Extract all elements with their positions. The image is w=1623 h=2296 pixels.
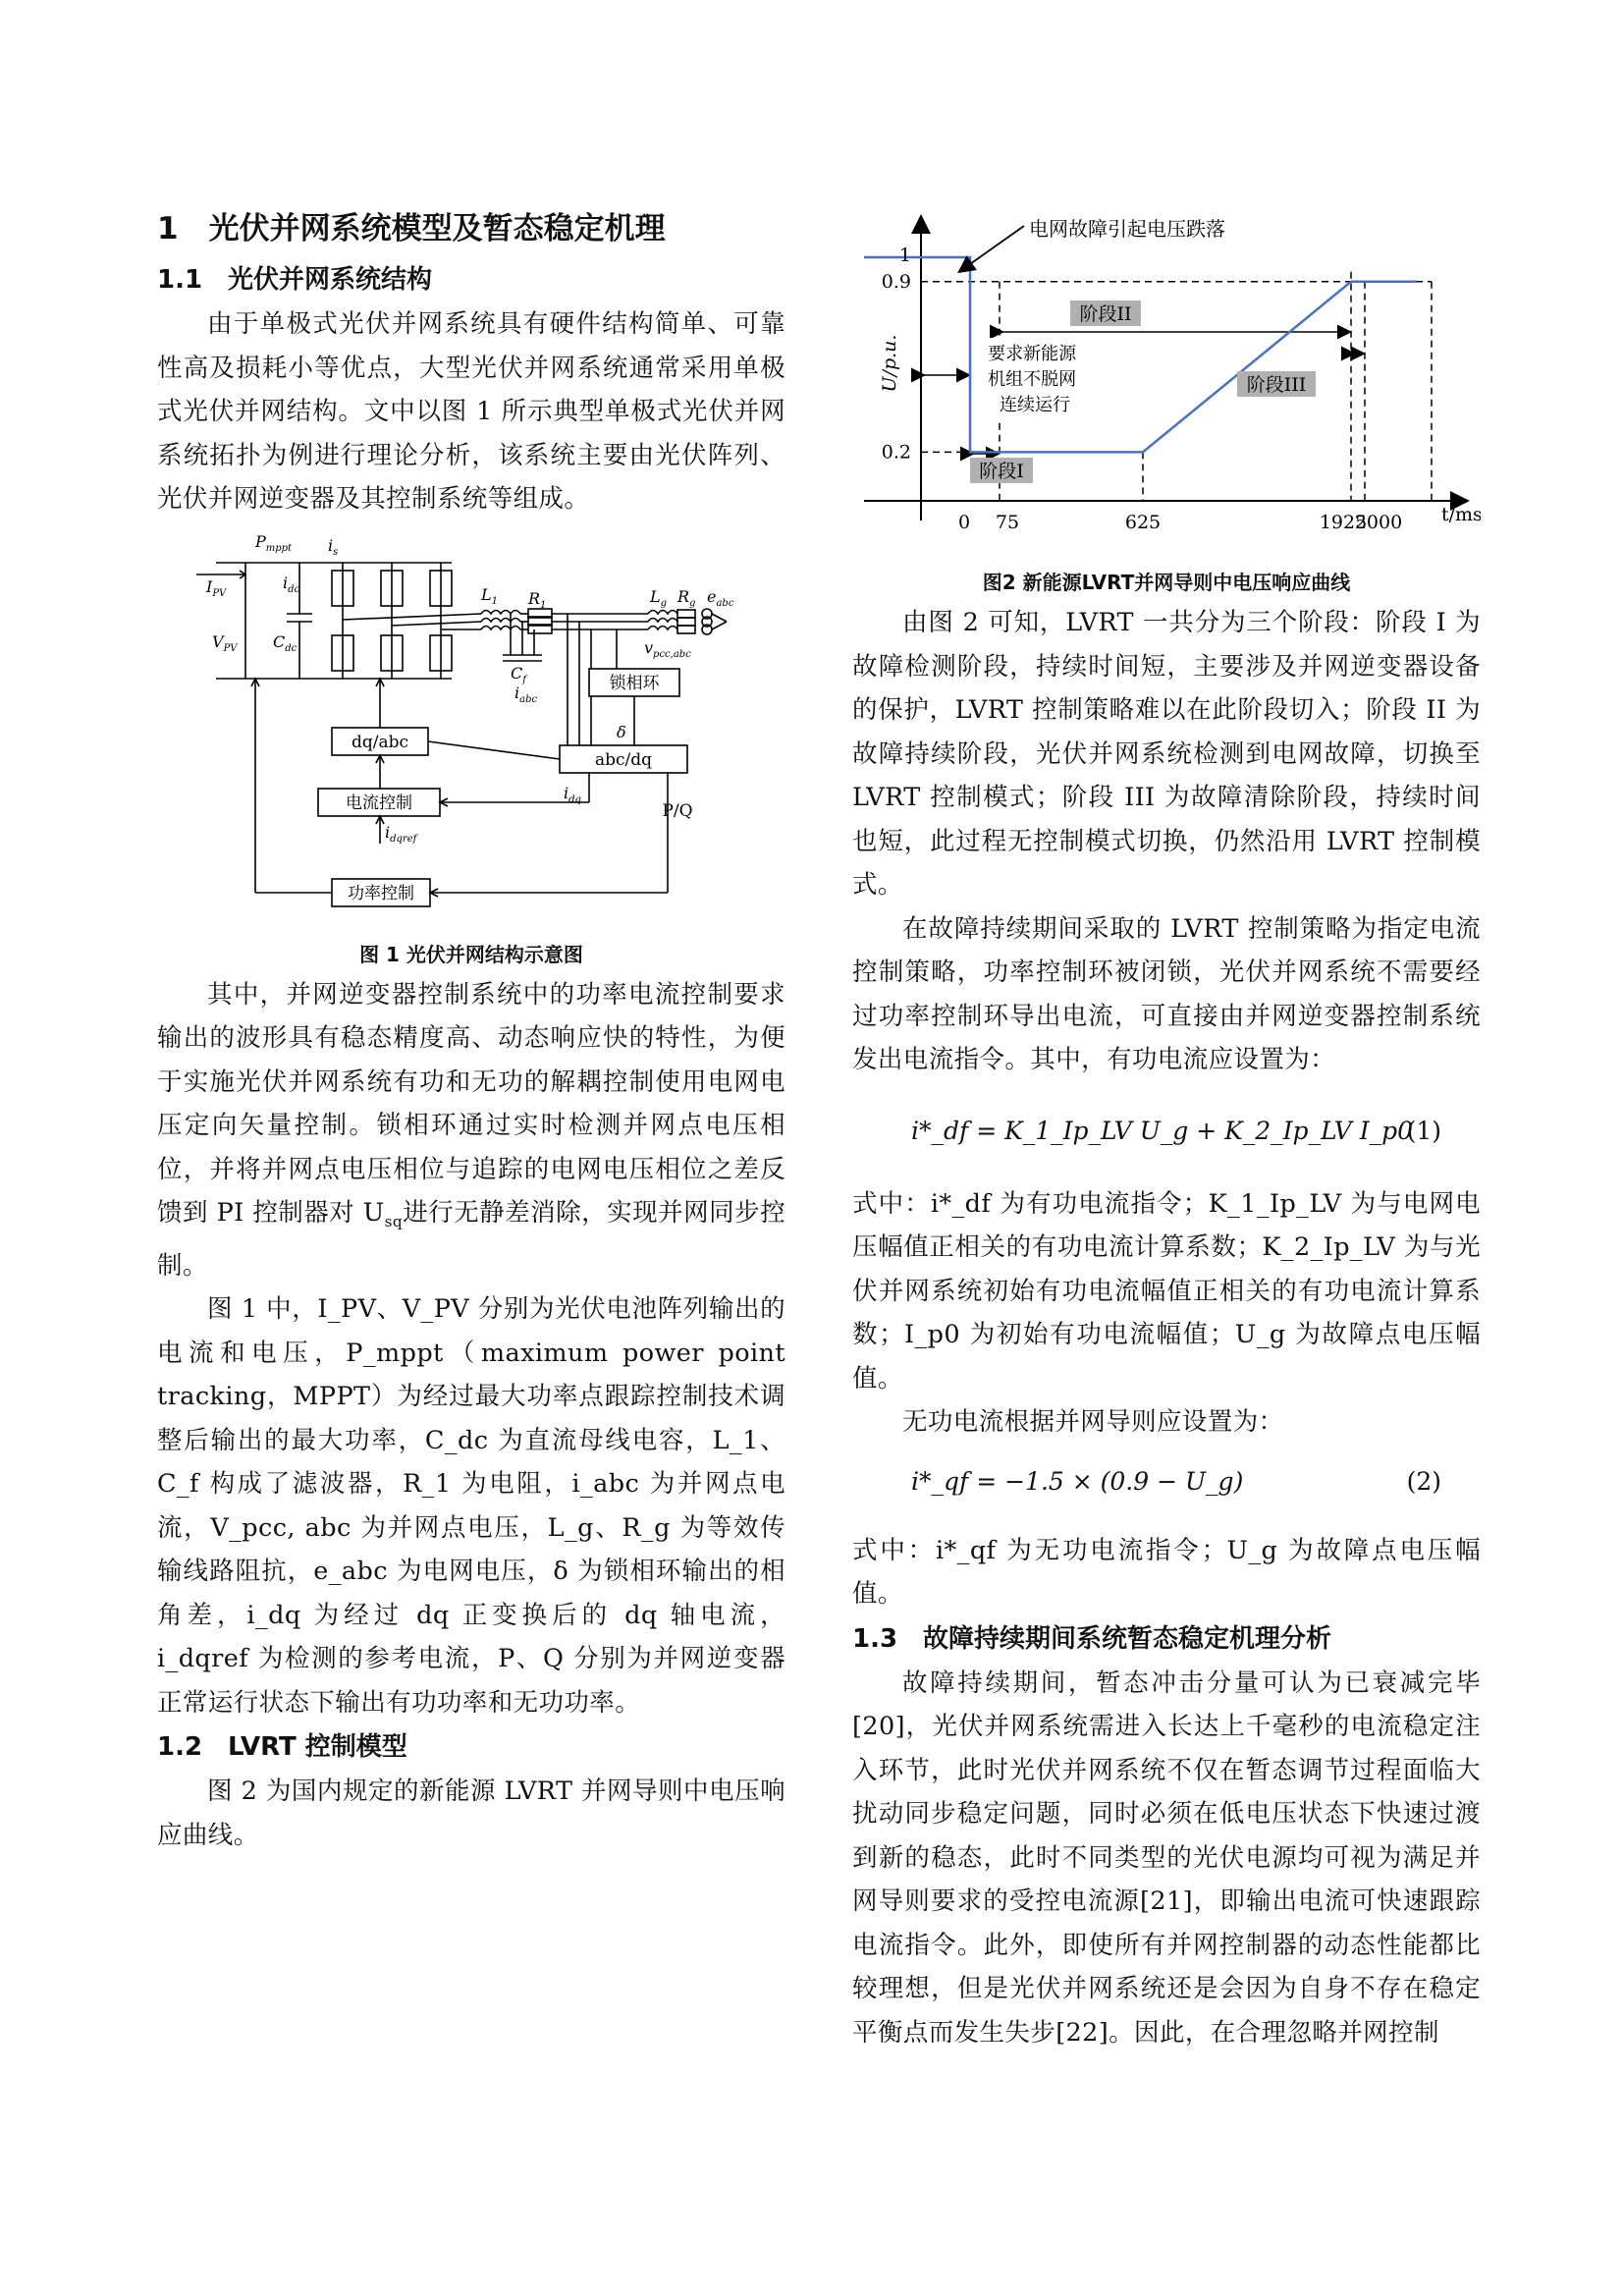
abcdq-label: abc/dq — [594, 749, 653, 770]
paragraph-3: 图 1 中，I_PV、V_PV 分别为光伏电池阵列输出的电流和电压，P_mppt（maximum power point tracking，MPPT）为经过最大功率点跟踪控制技术调整后输出的最大功率，C_dc 为直流母线电容，L_1、C_f 构成了滤波器，R_1 为电阻，i_abc 为并网点电流，V_pcc, abc 为并网点电压，L_g、R_g 为等效传输线路阻抗，e_abc 为电网电压，δ 为锁相环输出的相角差，i_dq 为经过 dq 正变换后的 dq 轴电流，i_dqref 为检测的参考电流，P、Q 分别为并网逆变器正常运行状态下输出有功功率和无功功率。 — [157, 1294, 785, 1718]
figure-2-chart — [852, 206, 1481, 560]
subsection-title-1-1: 1.1 光伏并网系统结构 — [157, 265, 433, 295]
subsection-title-1-2: 1.2 LVRT 控制模型 — [157, 1732, 407, 1763]
figure-2-caption: 图2 新能源LVRT并网导则中电压响应曲线 — [982, 571, 1351, 594]
dqabc-label: dq/abc — [351, 732, 409, 752]
x-tick-label: 75 — [995, 512, 1020, 533]
figure-1 — [157, 531, 785, 932]
paragraph-6: 在故障持续期间采取的 LVRT 控制策略为指定电流控制策略，功率控制环被闭锁，光伏并网系统不需要经过功率控制环导出电流，可直接由并网逆变器控制系统发出电流指令。其中，有功电流应设置为： — [852, 913, 1481, 1074]
label-rg: $R_g$ — [677, 586, 696, 609]
paragraph-2: 其中，并网逆变器控制系统中的功率电流控制要求输出的波形具有稳态精度高、动态响应快的特性，为便于实施光伏并网系统有功和无功的解耦控制使用电网电压定向矢量控制。锁相环通过实时检测并网点电压相位，并将并网点电压相位与追踪的电网电压相位之差反馈到 PI 控制器对 $U_{sq}$进行无静差消除，实现并网同步控制。 — [157, 979, 785, 1281]
label-idqref: $i_{dqref}$ — [385, 822, 417, 845]
label-idq: $i_{dq}$ — [564, 783, 581, 805]
paragraph-8: 无功电流根据并网导则应设置为： — [902, 1407, 1284, 1437]
y-tick-label: 0.2 — [881, 441, 911, 464]
figure-2 — [852, 206, 1481, 560]
label-l1: $L_1$ — [481, 584, 498, 607]
pq-label: P/Q — [662, 800, 693, 821]
y-axis-label: U/p.u. — [879, 334, 900, 393]
paragraph-4: 图 2 为国内规定的新能源 LVRT 并网导则中电压响应曲线。 — [157, 1777, 785, 1850]
label-is: $i_s$ — [328, 535, 339, 558]
section-title: 1 光伏并网系统模型及暂态稳定机理 — [157, 211, 666, 246]
label-delta: δ — [617, 722, 626, 741]
equation-1-expression: i*_df = K_1_Ip_LV U_g + K_2_Ip_LV I_p0 — [911, 1116, 1413, 1145]
paragraph-1: 由于单极式光伏并网系统具有硬件结构简单、可靠性高及损耗小等优点，大型光伏并网系统通常采用单极式光伏并网结构。文中以图 1 所示典型单极式光伏并网系统拓扑为例进行理论分析，该系统主要由光伏阵列、光伏并网逆变器及其控制系统等组成。 — [157, 309, 785, 514]
left-column — [157, 206, 785, 1857]
label-pmppt: $P_{mppt}$ — [255, 531, 293, 554]
y-tick-label: 1 — [898, 245, 911, 266]
power-control-label: 功率控制 — [348, 883, 414, 903]
requirement-text: 要求新能源 机组不脱网 连续运行 — [988, 344, 1077, 415]
label-cf: $C_f$ — [511, 663, 526, 685]
stage3-label: 阶段III — [1246, 374, 1307, 396]
equation-2-number: (2) — [1406, 1466, 1441, 1496]
stage1-label: 阶段I — [979, 461, 1024, 482]
paragraph-5: 由图 2 可知，LVRT 一共分为三个阶段：阶段 I 为故障检测阶段，持续时间短，主要涉及并网逆变器设备的保护，LVRT 控制策略难以在此阶段切入；阶段 II 为故障持续阶段，光伏并网系统检测到电网故障，切换至 LVRT 控制模式；阶段 III 为故障清除阶段，持续时间也短，此过程无控制模式切换，仍然沿用 LVRT 控制模式。 — [852, 608, 1481, 900]
x-tick-label: 625 — [1124, 512, 1162, 533]
equation-1-number: (1) — [1406, 1116, 1441, 1145]
label-vpv: $V_{PV}$ — [212, 631, 238, 654]
x-tick-label: 0 — [957, 512, 971, 533]
x-tick-label: 2000 — [1354, 512, 1403, 533]
label-cdc: $C_{dc}$ — [273, 631, 298, 654]
label-ipv: $I_{PV}$ — [206, 576, 227, 599]
annotation-arrow — [960, 226, 1024, 271]
figure-1-caption: 图 1 光伏并网结构示意图 — [359, 942, 583, 966]
annotation-text: 电网故障引起电压跌落 — [1029, 217, 1225, 241]
x-tick-label: 1925 — [1319, 512, 1368, 533]
right-column — [852, 206, 1481, 2054]
x-axis-label: t/ms — [1441, 504, 1481, 525]
equation-2-expression: i*_qf = −1.5 × (0.9 − U_g) — [911, 1466, 1244, 1496]
label-r1: $R_1$ — [528, 588, 547, 611]
current-control-label: 电流控制 — [346, 793, 412, 813]
paragraph-9: 式中：i*_qf 为无功电流指令；U_g 为故障点电压幅值。 — [852, 1535, 1481, 1609]
label-lg: $L_g$ — [650, 586, 668, 609]
label-eabc: $e_{abc}$ — [707, 586, 734, 609]
series-line — [864, 257, 1417, 452]
equation-1 — [852, 1088, 1481, 1176]
equation-2 — [852, 1450, 1481, 1523]
paragraph-7: 式中：i*_df 为有功电流指令；K_1_Ip_LV 为与电网电压幅值正相关的有功电流计算系数；K_2_Ip_LV 为与光伏并网系统初始有功电流幅值正相关的有功电流计算系数；I_p0 为初始有功电流幅值；U_g 为故障点电压幅值。 — [852, 1188, 1481, 1394]
paragraph-10: 故障持续期间，暂态冲击分量可认为已衰减完毕[20]，光伏并网系统需进入长达上千毫秒的电流稳定注入环节，此时光伏并网系统不仅在暂态调节过程面临大扰动同步稳定问题，同时必须在低电压状态下快速过渡到新的稳态，此时不同类型的光伏电源均可视为满足并网导则要求的受控电流源[21]，即输出电流可快速跟踪电流指令。此外，即使所有并网控制器的动态性能都比较理想，但是光伏并网系统还是会因为自身不存在稳定平衡点而发生失步[22]。因此，在合理忽略并网控制 — [852, 1667, 1481, 2048]
figure-1-diagram — [157, 531, 785, 932]
label-iabc: $i_{abc}$ — [514, 683, 538, 705]
y-tick-label: 0.9 — [881, 270, 911, 293]
label-vpcc: $v_{pcc,abc}$ — [644, 637, 691, 660]
stage2-label: 阶段II — [1079, 303, 1132, 325]
pll-label: 锁相环 — [609, 673, 660, 693]
label-idc: $i_{dc}$ — [283, 573, 300, 595]
subsection-title-1-3: 1.3 故障持续期间系统暂态稳定机理分析 — [852, 1623, 1332, 1654]
